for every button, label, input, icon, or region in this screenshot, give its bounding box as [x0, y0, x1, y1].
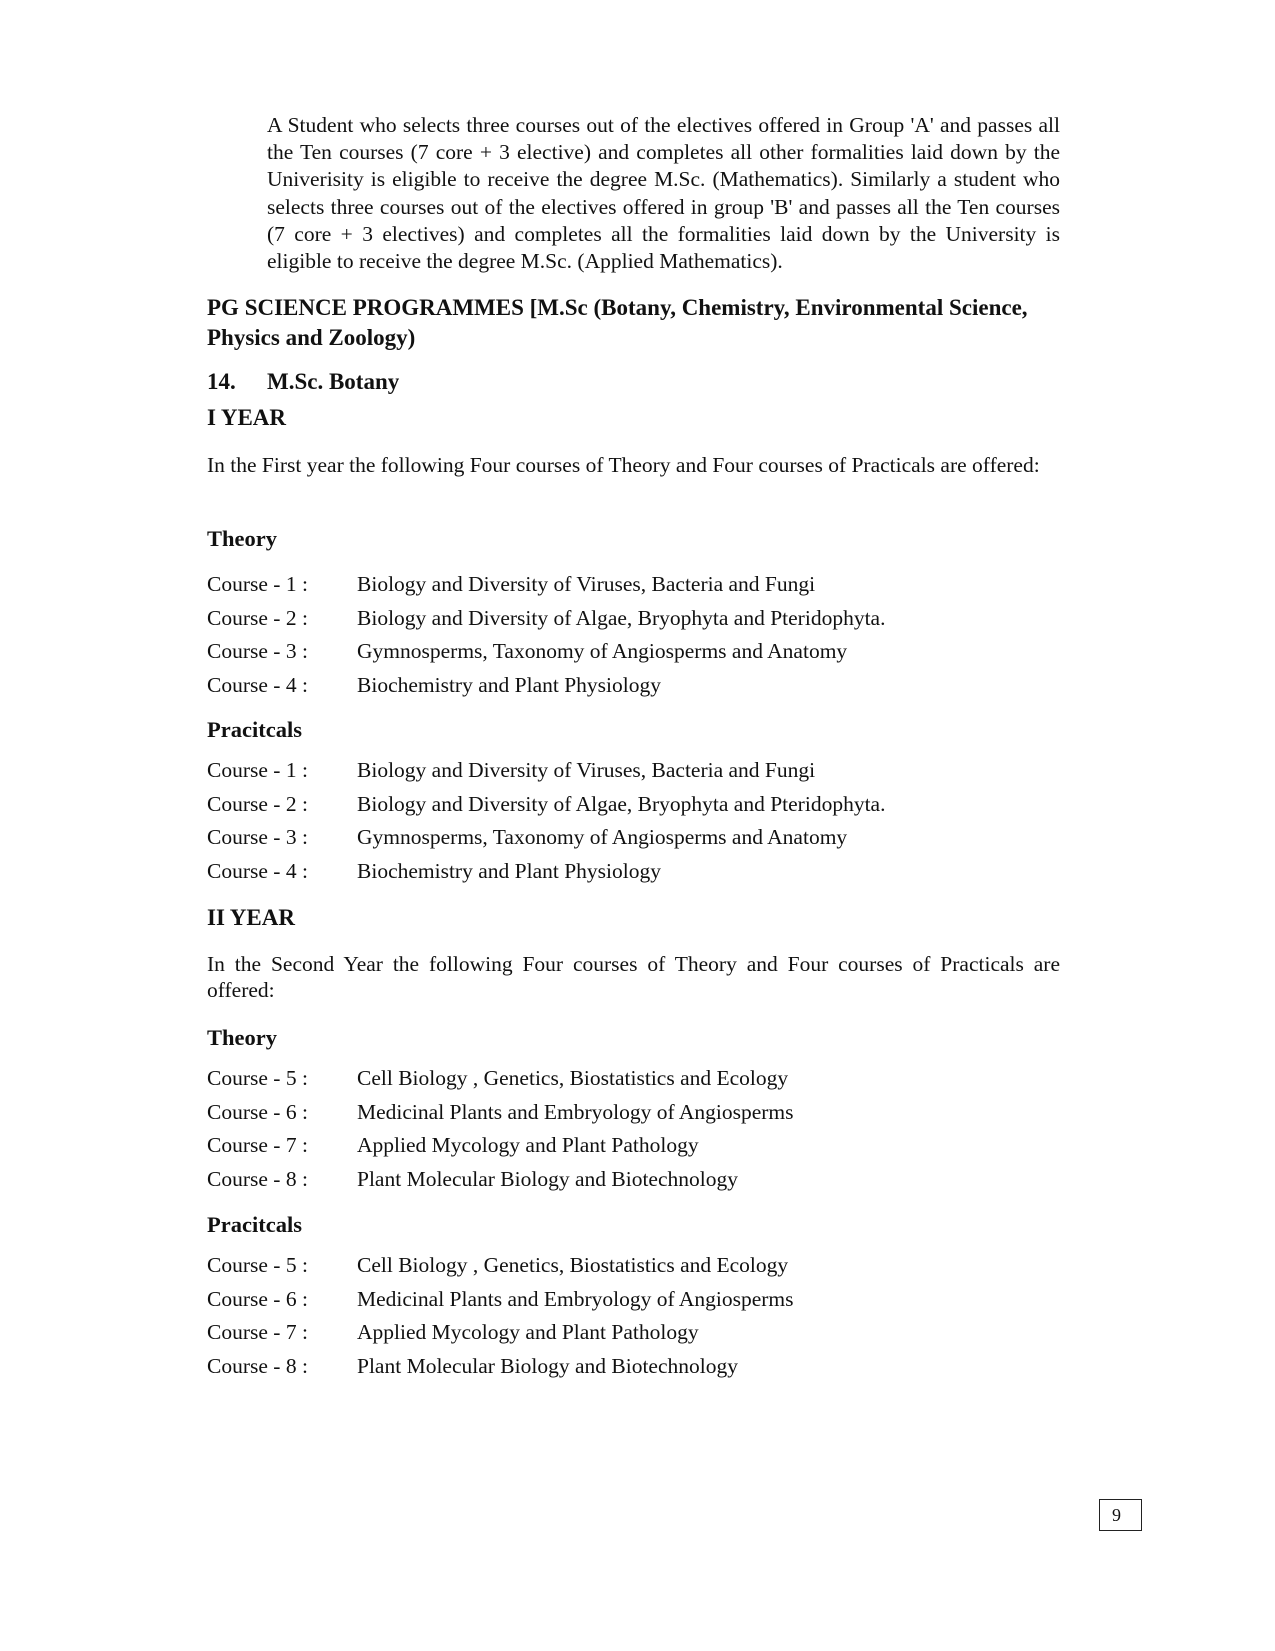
year-2-theory-heading: Theory [207, 1025, 277, 1050]
course-title: Biology and Diversity of Algae, Bryophyta and Pteridophyta. [357, 605, 886, 630]
course-code: Course - 5 : [207, 1253, 308, 1277]
course-row [207, 1129, 1067, 1163]
year-1-title: I YEAR [207, 405, 287, 430]
page-number: 9 [1099, 1499, 1142, 1531]
course-code: Course - 7 : [207, 1320, 308, 1344]
course-code: Course - 4 : [207, 858, 308, 883]
course-title: Gymnosperms, Taxonomy of Angiosperms and Anatomy [357, 825, 848, 849]
intro-paragraph: A Student who selects three courses out of the electives offered in Group 'A' and passes all the Ten courses (7 core + 3 elective) and completes all other formalities laid down by the Univerisity is eligible to receive the degree M.Sc. (Mathematics). Similarly a student who selects three courses out of the electives offered in group 'B' and passes all the Ten courses (7 core + 3 electives) and completes all the formalities laid down by the University is eligible to receive the degree M.Sc. (Applied Mathematics). [267, 113, 1060, 274]
course-row [207, 1283, 1067, 1317]
course-title: Biology and Diversity of Viruses, Bacteria and Fungi [357, 758, 816, 782]
course-row [207, 568, 1067, 602]
year-2-theory-list [207, 1062, 1067, 1196]
course-title: Cell Biology , Genetics, Biostatistics and Ecology [357, 1253, 789, 1277]
programme-heading: PG SCIENCE PROGRAMMES [M.Sc (Botany, Chemistry, Environmental Science, Physics and Zoology) [207, 295, 1028, 350]
course-row [207, 1350, 1067, 1384]
course-title: Applied Mycology and Plant Pathology [357, 1133, 699, 1157]
course-code: Course - 1 : [207, 572, 308, 596]
course-row [207, 788, 1067, 822]
course-row [207, 754, 1067, 788]
section-title [207, 369, 399, 395]
course-code: Course - 5 : [207, 1066, 308, 1090]
year-1-practicals-heading: Pracitcals [207, 717, 302, 742]
course-row [207, 1249, 1067, 1283]
course-row [207, 855, 1067, 889]
year-1-theory-list [207, 568, 1067, 702]
section-name: M.Sc. Botany [267, 369, 400, 394]
course-title: Biochemistry and Plant Physiology [357, 858, 661, 883]
course-code: Course - 3 : [207, 825, 308, 849]
year-2-practicals-list [207, 1249, 1067, 1383]
section-number: 14. [207, 369, 236, 394]
course-title: Biology and Diversity of Algae, Bryophyta and Pteridophyta. [357, 791, 886, 816]
course-code: Course - 2 : [207, 605, 308, 630]
course-code: Course - 1 : [207, 758, 308, 782]
course-row [207, 669, 1067, 703]
year-1-description: In the First year the following Four courses of Theory and Four courses of Practicals are offered: [207, 453, 1040, 477]
course-code: Course - 8 : [207, 1353, 308, 1378]
course-title: Plant Molecular Biology and Biotechnology [357, 1166, 738, 1191]
course-row [207, 1316, 1067, 1350]
course-code: Course - 2 : [207, 791, 308, 816]
year-2-practicals-heading: Pracitcals [207, 1212, 302, 1237]
course-row [207, 1096, 1067, 1130]
course-row [207, 635, 1067, 669]
year-2-description: In the Second Year the following Four courses of Theory and Four courses of Practicals are offered: [207, 952, 1060, 1002]
course-title: Plant Molecular Biology and Biotechnology [357, 1353, 738, 1378]
year-1-practicals-list [207, 754, 1067, 888]
course-row [207, 1062, 1067, 1096]
course-code: Course - 3 : [207, 639, 308, 663]
course-code: Course - 4 : [207, 672, 308, 697]
year-2-title: II YEAR [207, 905, 295, 930]
course-title: Medicinal Plants and Embryology of Angiosperms [357, 1099, 794, 1124]
course-title: Gymnosperms, Taxonomy of Angiosperms and Anatomy [357, 639, 848, 663]
course-title: Biology and Diversity of Viruses, Bacteria and Fungi [357, 572, 816, 596]
course-title: Cell Biology , Genetics, Biostatistics and Ecology [357, 1066, 789, 1090]
course-row [207, 821, 1067, 855]
course-title: Biochemistry and Plant Physiology [357, 672, 661, 697]
course-code: Course - 6 : [207, 1099, 308, 1124]
year-1-theory-heading: Theory [207, 526, 277, 551]
course-title: Medicinal Plants and Embryology of Angiosperms [357, 1286, 794, 1311]
course-code: Course - 7 : [207, 1133, 308, 1157]
course-code: Course - 6 : [207, 1286, 308, 1311]
course-row [207, 602, 1067, 636]
course-row [207, 1163, 1067, 1197]
course-title: Applied Mycology and Plant Pathology [357, 1320, 699, 1344]
course-code: Course - 8 : [207, 1166, 308, 1191]
